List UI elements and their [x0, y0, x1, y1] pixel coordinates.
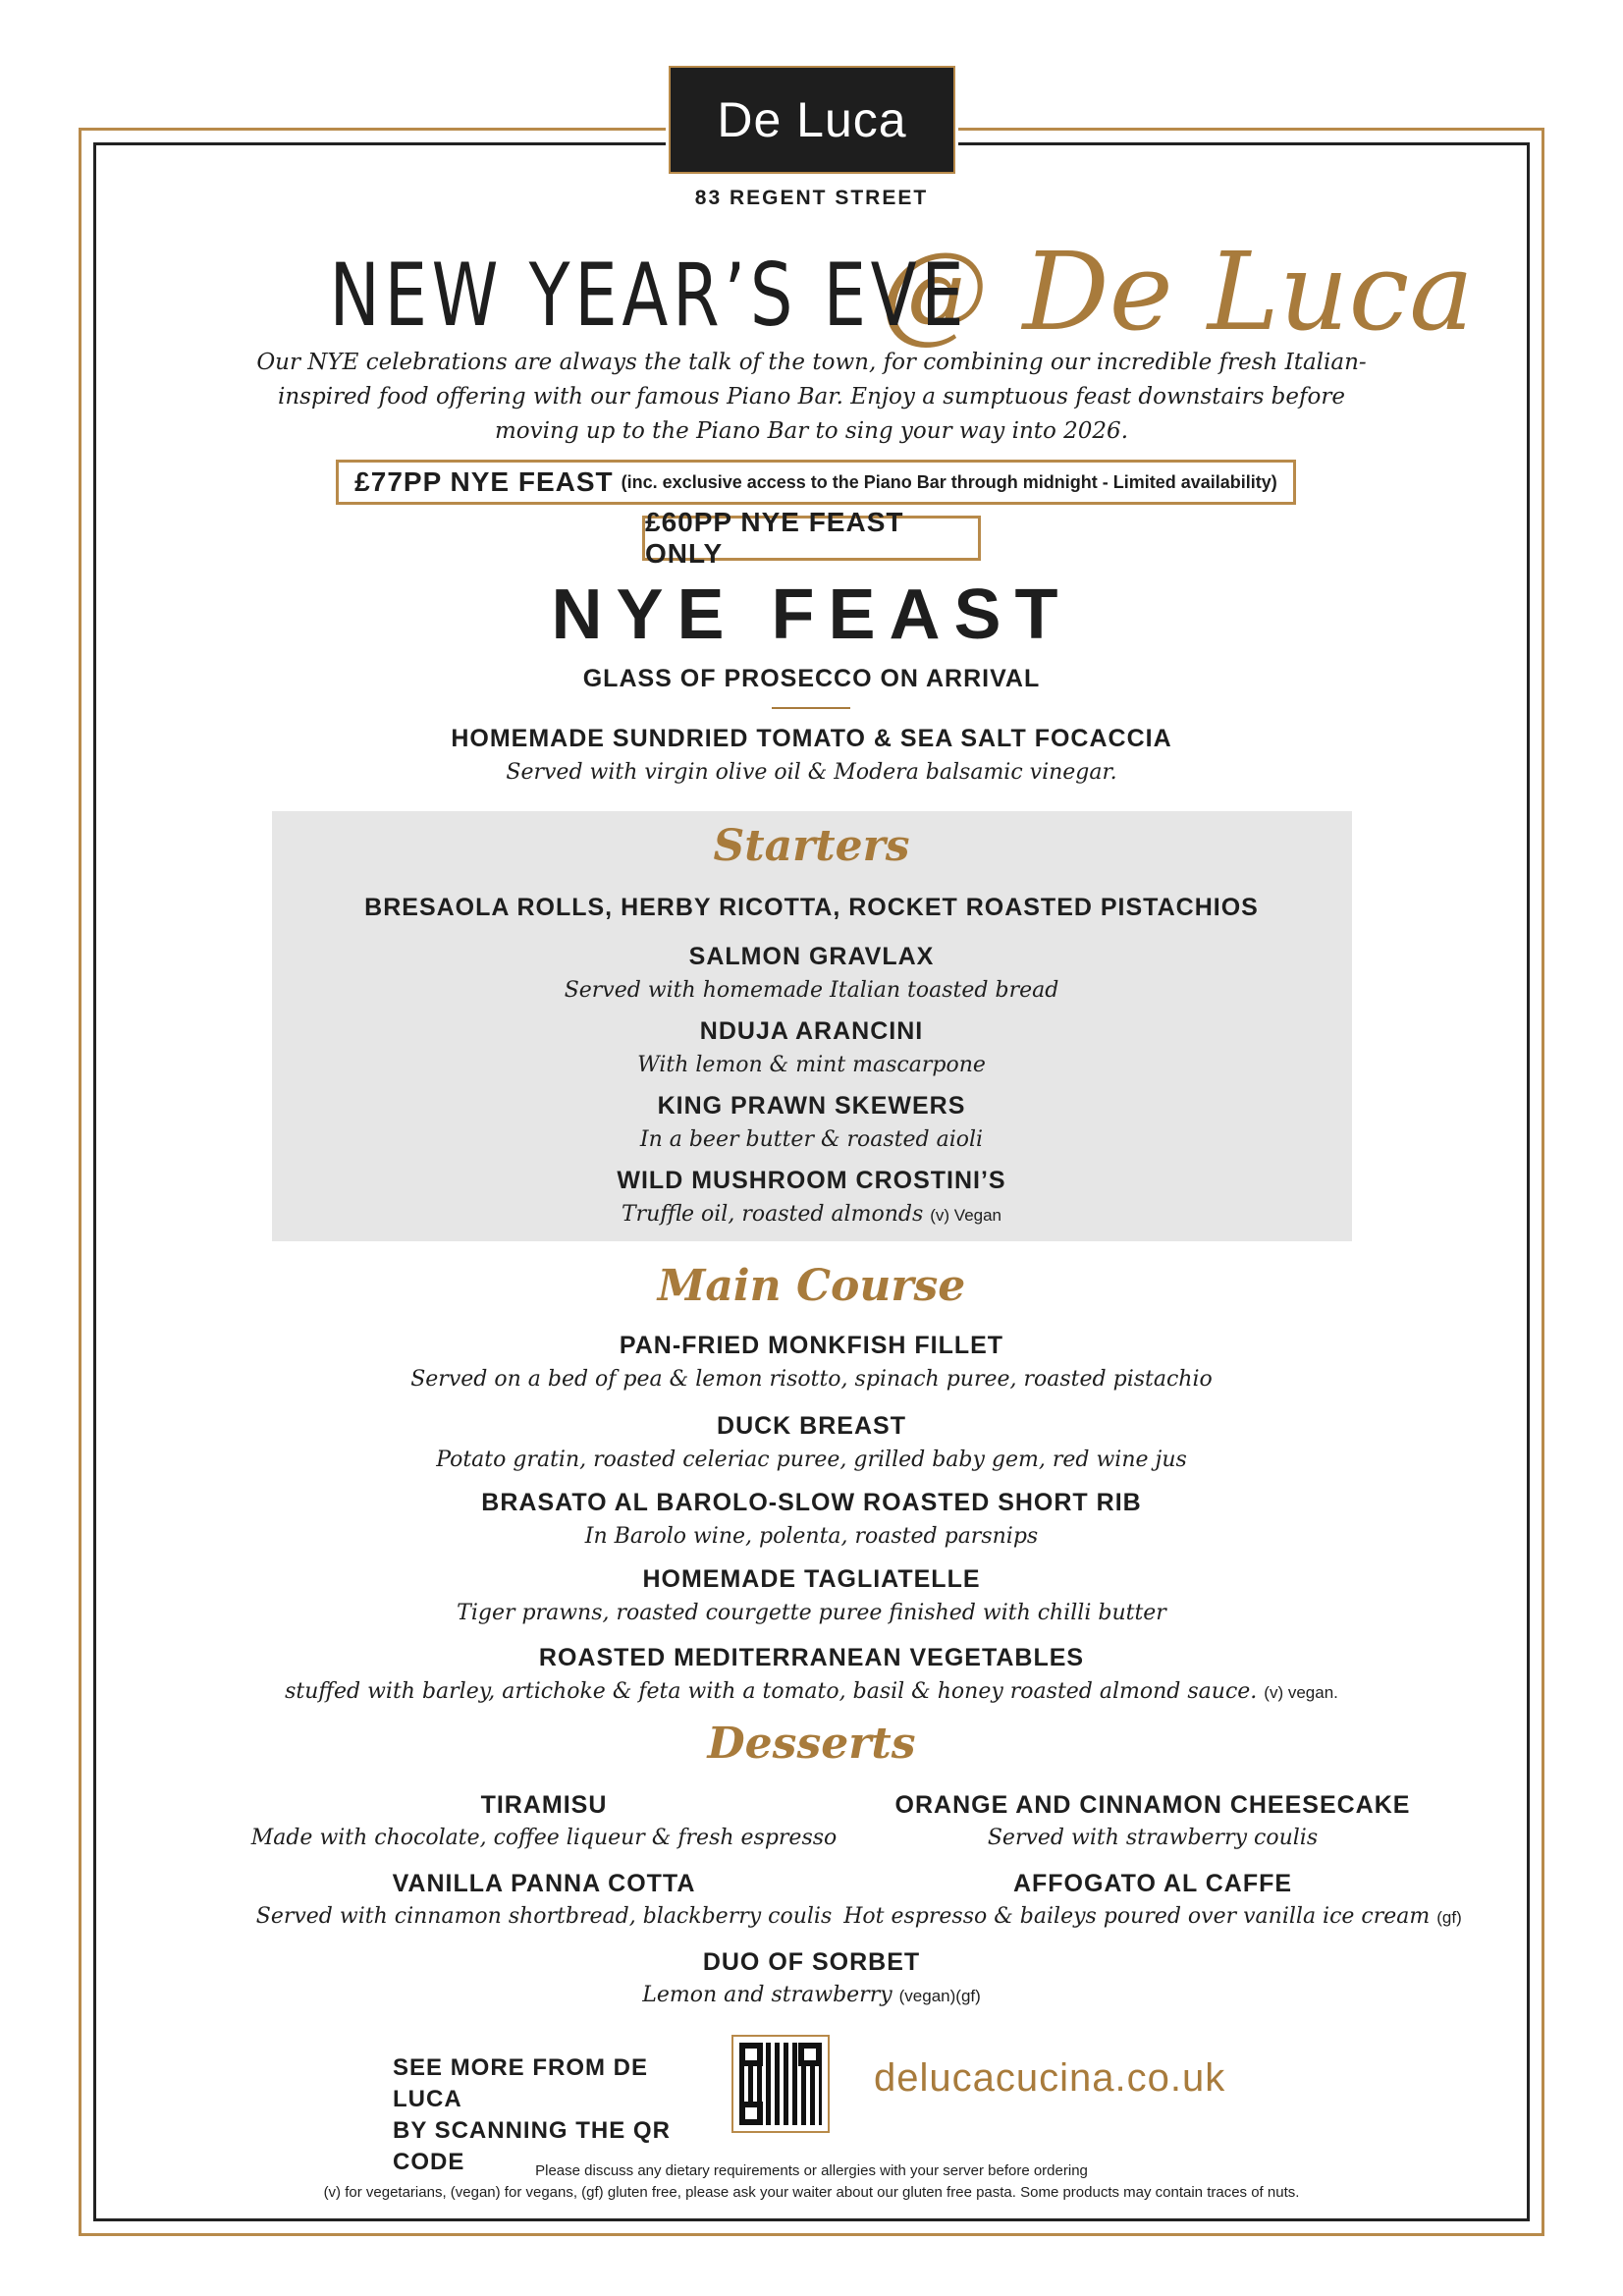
- dessert-4: [819, 1870, 1487, 1929]
- bread-desc: Served with virgin olive oil & Modera balsamic vinegar.: [506, 760, 1117, 785]
- main-5-title: ROASTED MEDITERRANEAN VEGETABLES: [538, 1644, 1085, 1671]
- main-3-title: BRASATO AL BAROLO-SLOW ROASTED SHORT RIB: [481, 1489, 1142, 1516]
- main-1-desc: Served on a bed of pea & lemon risotto, spinach puree, roasted pistachio: [410, 1367, 1213, 1392]
- starter-5-line: [0, 1202, 1623, 1227]
- main-1-title: PAN-FRIED MONKFISH FILLET: [619, 1332, 1004, 1359]
- main-5-line: [0, 1679, 1623, 1704]
- qr-prompt-line-1: SEE MORE FROM DE LUCA: [393, 2054, 649, 2112]
- headline: [0, 218, 1623, 355]
- main-5-desc: stuffed with barley, artichoke & feta with a tomato, basil & honey roasted almond sauce.: [285, 1679, 1258, 1704]
- dessert-1-desc: Made with chocolate, coffee liqueur & fresh espresso: [250, 1826, 838, 1850]
- dessert-5-tag: (vegan)(gf): [898, 1987, 981, 2005]
- dessert-1-title: TIRAMISU: [480, 1791, 608, 1819]
- logo: [666, 63, 958, 177]
- dessert-4-desc: Hot espresso & baileys poured over vanilla ice cream: [843, 1904, 1431, 1929]
- intro-text: Our NYE celebrations are always the talk of the town, for combining our incredible fresh Italian-inspired food offering with our famous Piano Bar. Enjoy a sumptuous feast downstairs before moving up to the Piano Bar to sing your way into 2026.: [256, 350, 1367, 444]
- starter-2-title: SALMON GRAVLAX: [688, 943, 935, 970]
- feast-title: NYE FEAST: [551, 575, 1072, 654]
- starter-2-desc: Served with homemade Italian toasted bread: [564, 978, 1059, 1003]
- starter-5-tag: (v) Vegan: [930, 1206, 1002, 1225]
- starter-5-desc: Truffle oil, roasted almonds: [621, 1202, 924, 1227]
- main-2-title: DUCK BREAST: [717, 1412, 906, 1440]
- bread-title: HOMEMADE SUNDRIED TOMATO & SEA SALT FOCACCIA: [451, 725, 1172, 752]
- qr-prompt: [393, 2052, 707, 2178]
- main-5-tag: (v) vegan.: [1264, 1683, 1338, 1702]
- starter-3-desc: With lemon & mint mascarpone: [637, 1053, 986, 1077]
- price-box-77: [336, 460, 1296, 505]
- dessert-4-line: [819, 1904, 1487, 1929]
- main-3-desc: In Barolo wine, polenta, roasted parsnips: [584, 1524, 1039, 1549]
- starter-4-desc: In a beer butter & roasted aioli: [639, 1127, 984, 1152]
- main-4-desc: Tiger prawns, roasted courgette puree finished with chilli butter: [457, 1601, 1166, 1625]
- headline-main: NEW YEAR’S EVE: [329, 245, 969, 346]
- qr-prompt-line-2: BY SCANNING THE QR CODE: [393, 2117, 671, 2175]
- price-77-label: £77PP NYE FEAST: [354, 466, 614, 497]
- starter-4-title: KING PRAWN SKEWERS: [657, 1092, 966, 1120]
- dessert-4-title: AFFOGATO AL CAFFE: [1012, 1870, 1293, 1897]
- dessert-5: [0, 1948, 1623, 2007]
- logo-text: De Luca: [669, 66, 955, 174]
- dessert-1: [210, 1791, 878, 1850]
- dessert-3-desc: Served with cinnamon shortbread, blackberry coulis: [255, 1904, 833, 1929]
- website-link[interactable]: delucacucina.co.uk: [874, 2056, 1226, 2100]
- footer-line-2: (v) for vegetarians, (vegan) for vegans, (gf) gluten free, please ask your waiter about our gluten free pasta. Some products may contain traces of nuts.: [323, 2184, 1300, 2201]
- footer-line-1: Please discuss any dietary requirements or allergies with your server before ordering: [535, 2162, 1088, 2179]
- dessert-4-tag: (gf): [1436, 1908, 1462, 1927]
- price-77-note: (inc. exclusive access to the Piano Bar through midnight - Limited availability): [621, 471, 1277, 492]
- dessert-3: [210, 1870, 878, 1929]
- mains-heading: Main Course: [657, 1261, 966, 1311]
- dessert-5-title: DUO OF SORBET: [702, 1948, 921, 1976]
- dessert-5-line: [0, 1983, 1623, 2007]
- dessert-2-desc: Served with strawberry coulis: [987, 1826, 1319, 1850]
- gold-divider: [772, 707, 850, 709]
- dessert-2-title: ORANGE AND CINNAMON CHEESECAKE: [894, 1791, 1411, 1819]
- dessert-3-title: VANILLA PANNA COTTA: [392, 1870, 696, 1897]
- starter-3-title: NDUJA ARANCINI: [699, 1017, 924, 1045]
- feast-subtitle: GLASS OF PROSECCO ON ARRIVAL: [582, 665, 1041, 692]
- starter-1-title: BRESAOLA ROLLS, HERBY RICOTTA, ROCKET ROASTED PISTACHIOS: [364, 894, 1259, 921]
- starters-heading: Starters: [713, 821, 910, 871]
- dessert-5-desc: Lemon and strawberry: [642, 1983, 893, 2007]
- qr-code-icon[interactable]: [731, 2035, 830, 2133]
- price-60-label: £60PP NYE FEAST ONLY: [645, 507, 904, 569]
- main-2-desc: Potato gratin, roasted celeriac puree, grilled baby gem, red wine jus: [436, 1448, 1187, 1472]
- price-box-60: [642, 507, 981, 569]
- desserts-heading: Desserts: [707, 1719, 916, 1769]
- qr-code-pattern: [739, 2043, 822, 2125]
- headline-script: @ De Luca: [880, 229, 1474, 355]
- address: 83 REGENT STREET: [694, 187, 929, 209]
- main-4-title: HOMEMADE TAGLIATELLE: [642, 1565, 981, 1593]
- dessert-2: [819, 1791, 1487, 1850]
- starter-5-title: WILD MUSHROOM CROSTINI’S: [617, 1167, 1006, 1194]
